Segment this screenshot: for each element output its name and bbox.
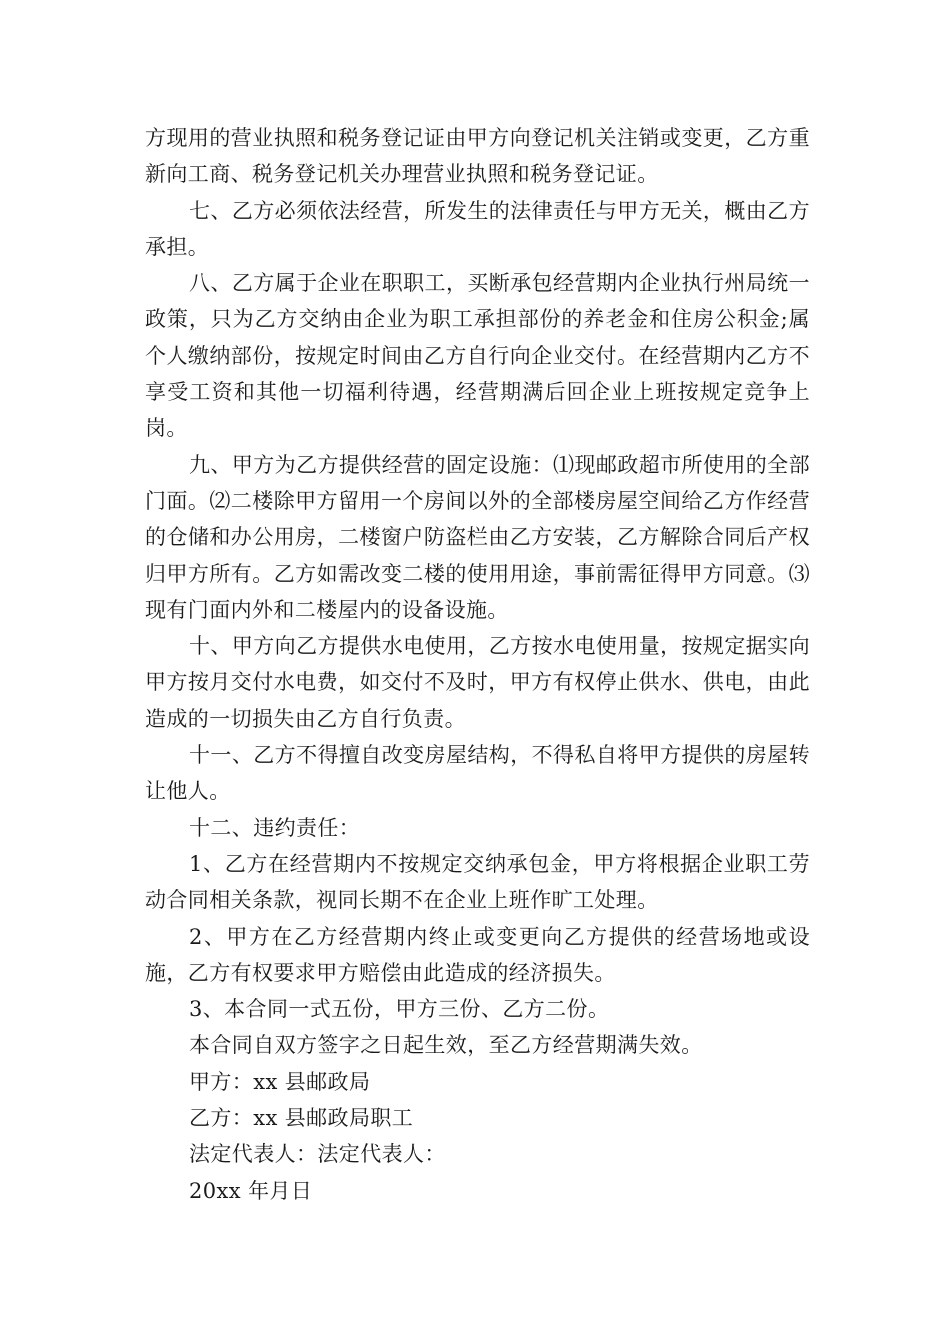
legal-representatives: 法定代表人：法定代表人： — [189, 1142, 446, 1167]
contract-body — [145, 120, 810, 1209]
party-a-signature: 甲方：xx 县邮政局 — [189, 1069, 371, 1094]
clause-7: 七、乙方必须依法经营，所发生的法律责任与甲方无关，概由乙方承担。 — [145, 198, 810, 259]
clause-10: 十、甲方向乙方提供水电使用，乙方按水电使用量，按规定据实向甲方按月交付水电费，如交付不及时，甲方有权停止供水、供电，由此造成的一切损失由乙方自行负责。 — [145, 634, 810, 731]
clause-8: 八、乙方属于企业在职职工，买断承包经营期内企业执行州局统一政策，只为乙方交纳由企业为职工承担部份的养老金和住房公积金;属个人缴纳部份，按规定时间由乙方自行向企业交付。在经营期内乙方不享受工资和其他一切福利待遇，经营期满后回企业上班按规定竞争上岗。 — [145, 271, 810, 441]
clause-11: 十一、乙方不得擅自改变房屋结构，不得私自将甲方提供的房屋转让他人。 — [145, 743, 810, 804]
party-b-signature: 乙方：xx 县邮政局职工 — [189, 1106, 414, 1131]
clause-12-item-3: 3、本合同一式五份，甲方三份、乙方二份。 — [189, 997, 610, 1022]
effective-clause: 本合同自双方签字之日起生效，至乙方经营期满失效。 — [189, 1033, 703, 1058]
clause-12-item-1: 1、乙方在经营期内不按规定交纳承包金，甲方将根据企业职工劳动合同相关条款，视同长期不在企业上班作旷工处理。 — [145, 851, 810, 913]
signature-date: 20xx 年月日 — [189, 1178, 313, 1203]
clause-12-item-2: 2、甲方在乙方经营期内终止或变更向乙方提供的经营场地或设施，乙方有权要求甲方赔偿由此造成的经济损失。 — [145, 924, 810, 985]
clause-12-heading: 十二、违约责任： — [189, 815, 361, 840]
clause-9: 九、甲方为乙方提供经营的固定设施：⑴现邮政超市所使用的全部门面。⑵二楼除甲方留用一个房间以外的全部楼房屋空间给乙方作经营的仓储和办公用房，二楼窗户防盗栏由乙方安装，乙方解除合同后产权归甲方所有。乙方如需改变二楼的使用用途，事前需征得甲方同意。⑶现有门面内外和二楼屋内的设备设施。 — [145, 452, 810, 622]
paragraph-continuation: 方现用的营业执照和税务登记证由甲方向登记机关注销或变更，乙方重新向工商、税务登记机关办理营业执照和税务登记证。 — [145, 126, 810, 187]
